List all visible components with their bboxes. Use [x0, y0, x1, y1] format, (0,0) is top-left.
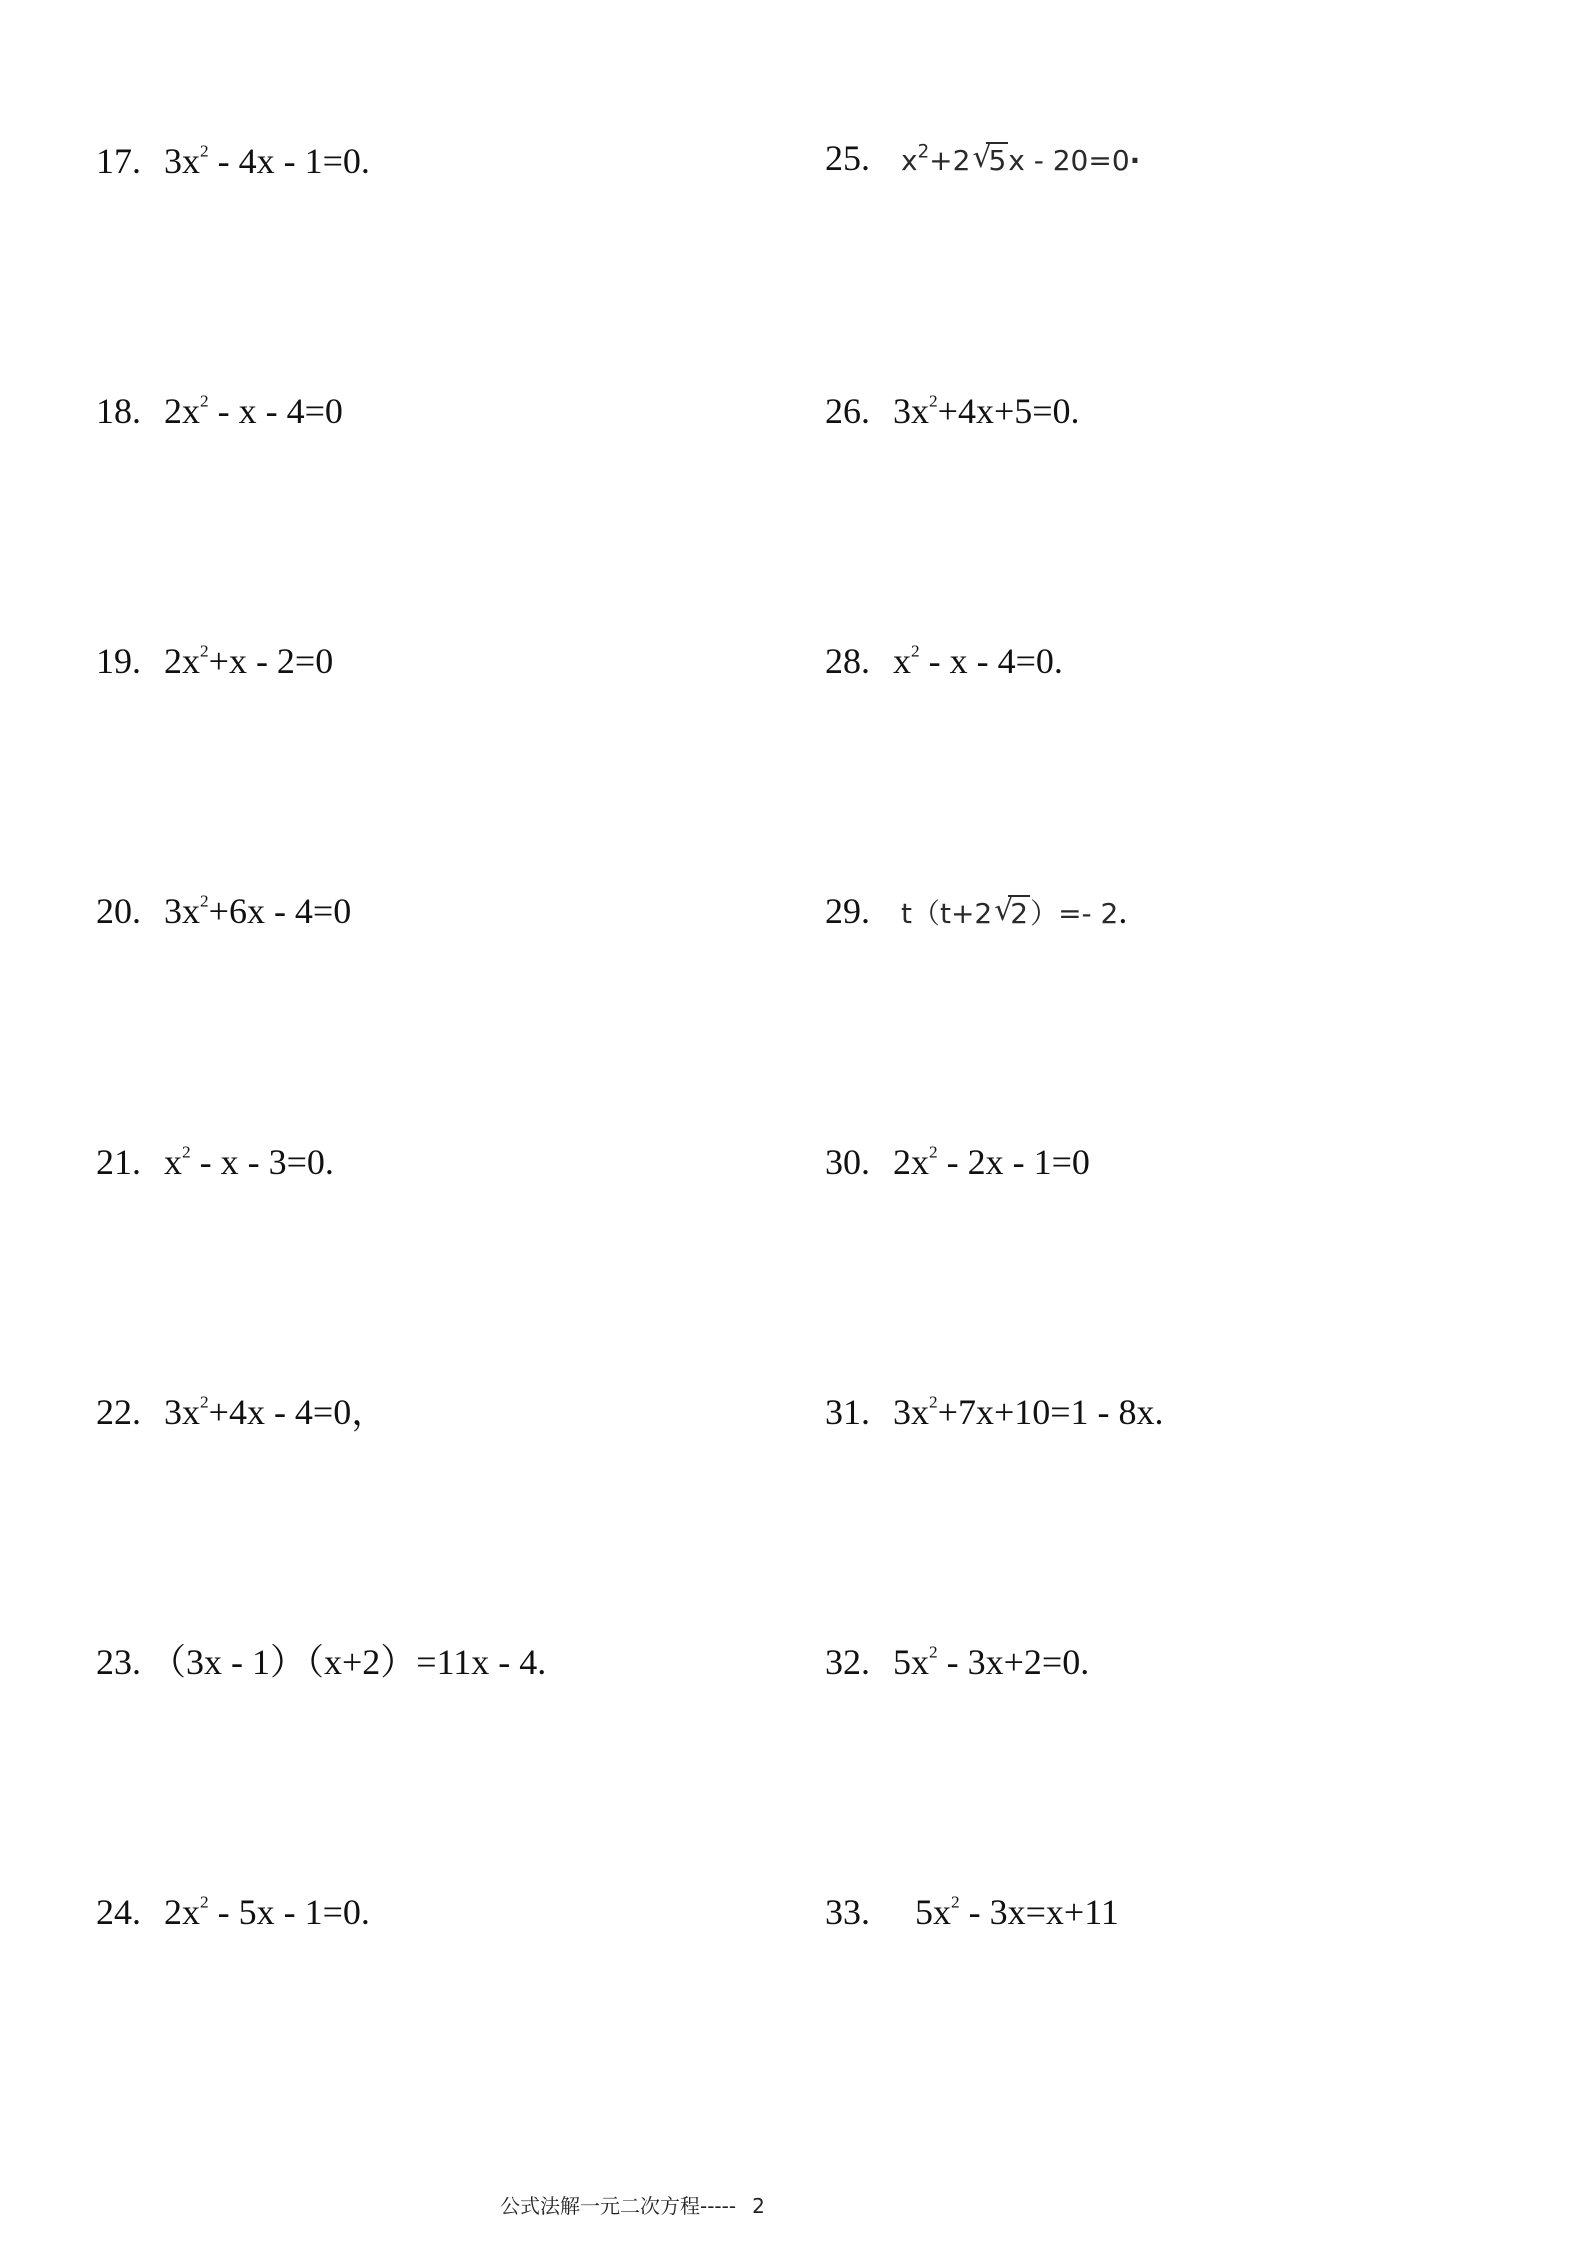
exponent: 2	[929, 391, 938, 411]
equation	[164, 1394, 387, 1430]
problem-number: 29.	[825, 891, 870, 931]
equation-part: - 4x - 1=0.	[208, 141, 370, 181]
equation	[893, 1144, 1090, 1180]
exponent: 2	[200, 141, 209, 161]
equation	[901, 140, 1141, 177]
equation-part: （3x - 1）（x+2）=11x - 4.	[150, 1642, 547, 1682]
equation	[164, 1144, 334, 1180]
radicand: 5	[988, 144, 1007, 177]
equation-part: - 5x - 1=0.	[208, 1892, 370, 1932]
problem-number: 17.	[96, 141, 141, 181]
page-number: 2	[752, 2194, 765, 2218]
exponent: 2	[200, 1392, 209, 1412]
equation-part: 2x	[164, 391, 200, 431]
problem-number: 31.	[825, 1392, 870, 1432]
radical-sign: √	[972, 140, 992, 175]
exponent: 2	[911, 641, 920, 661]
problem-32	[825, 1644, 1089, 1680]
equation-part: x	[164, 1142, 182, 1182]
equation	[150, 1644, 546, 1680]
problem-31	[825, 1394, 1164, 1430]
problem-number: 26.	[825, 391, 870, 431]
problem-number: 25.	[825, 138, 870, 178]
radicand: 2	[1010, 897, 1029, 930]
problem-18	[96, 393, 343, 429]
equation-part: 5x	[893, 1642, 929, 1682]
equation-part: - x - 3=0.	[190, 1142, 334, 1182]
equation-part: +7x+10=1 - 8x.	[937, 1392, 1164, 1432]
equation	[893, 1394, 1164, 1430]
equation	[915, 1894, 1119, 1930]
equation-part: 3x	[164, 891, 200, 931]
equation	[164, 893, 351, 929]
exponent: 2	[200, 891, 209, 911]
equation-part: - 3x=x+11	[959, 1892, 1119, 1932]
problem-number: 32.	[825, 1642, 870, 1682]
problem-21	[96, 1144, 334, 1180]
problem-25	[825, 140, 1140, 176]
equation-part: - x - 4=0.	[919, 641, 1063, 681]
problem-number: 20.	[96, 891, 141, 931]
exponent: 2	[182, 1142, 191, 1162]
problem-19	[96, 643, 333, 679]
footer-title: 公式法解一元二次方程-----	[500, 2194, 737, 2218]
problem-33	[825, 1894, 1119, 1930]
exponent: 2	[929, 1392, 938, 1412]
equation	[901, 893, 1119, 930]
equation	[893, 643, 1063, 679]
equation-part: t（t+2	[901, 897, 993, 930]
problem-number: 22.	[96, 1392, 141, 1432]
problem-23	[96, 1644, 546, 1680]
exponent: 2	[929, 1142, 938, 1162]
problem-number: 28.	[825, 641, 870, 681]
problem-number: 19.	[96, 641, 141, 681]
exponent: 2	[200, 391, 209, 411]
problem-number: 23.	[96, 1642, 141, 1682]
equation-part: +4x+5=0.	[937, 391, 1080, 431]
problem-29	[825, 893, 1127, 929]
equation-part: 2x	[893, 1142, 929, 1182]
equation-part: 3x	[164, 1392, 200, 1432]
equation	[164, 393, 343, 429]
problem-30	[825, 1144, 1090, 1180]
equation-part: x	[901, 144, 918, 177]
exponent: 2	[929, 1642, 938, 1662]
equation-part: x - 20=0	[1008, 144, 1130, 177]
square-root	[994, 893, 1030, 930]
equation-part: +6x - 4=0	[208, 891, 352, 931]
problem-number: 18.	[96, 391, 141, 431]
equation-part: +x - 2=0	[208, 641, 334, 681]
equation-part: ·	[1129, 144, 1141, 177]
page-footer	[500, 2190, 765, 2219]
exponent: 2	[200, 641, 209, 661]
equation-part: - 2x - 1=0	[937, 1142, 1090, 1182]
equation-part: 2x	[164, 1892, 200, 1932]
equation-part: +2	[929, 144, 971, 177]
problem-24	[96, 1894, 370, 1930]
exponent: 2	[200, 1892, 209, 1912]
equation-part: +4x - 4=0，	[208, 1392, 388, 1432]
equation-part: x	[893, 641, 911, 681]
problem-20	[96, 893, 351, 929]
radical-sign: √	[994, 893, 1014, 928]
equation-part: ）=- 2	[1030, 897, 1119, 930]
equation-part: 3x	[893, 1392, 929, 1432]
problem-number: 21.	[96, 1142, 141, 1182]
problem-number: 30.	[825, 1142, 870, 1182]
equation-part: - x - 4=0	[208, 391, 343, 431]
equation-part: 3x	[164, 141, 200, 181]
equation-part: 2x	[164, 641, 200, 681]
equation-part: 5x	[915, 1892, 951, 1932]
equation	[164, 1894, 370, 1930]
equation	[893, 393, 1080, 429]
equation	[893, 1644, 1089, 1680]
problem-26	[825, 393, 1080, 429]
equation-part: 3x	[893, 391, 929, 431]
equation	[164, 643, 333, 679]
square-root	[972, 140, 1008, 177]
exponent: 2	[951, 1892, 960, 1912]
problem-28	[825, 643, 1063, 679]
problem-17	[96, 143, 370, 179]
problem-number: 33.	[825, 1892, 870, 1932]
exponent: 2	[917, 141, 930, 163]
equation	[164, 143, 370, 179]
problem-22	[96, 1394, 387, 1430]
equation-part: - 3x+2=0.	[937, 1642, 1090, 1682]
equation-part: .	[1118, 891, 1128, 931]
problem-number: 24.	[96, 1892, 141, 1932]
